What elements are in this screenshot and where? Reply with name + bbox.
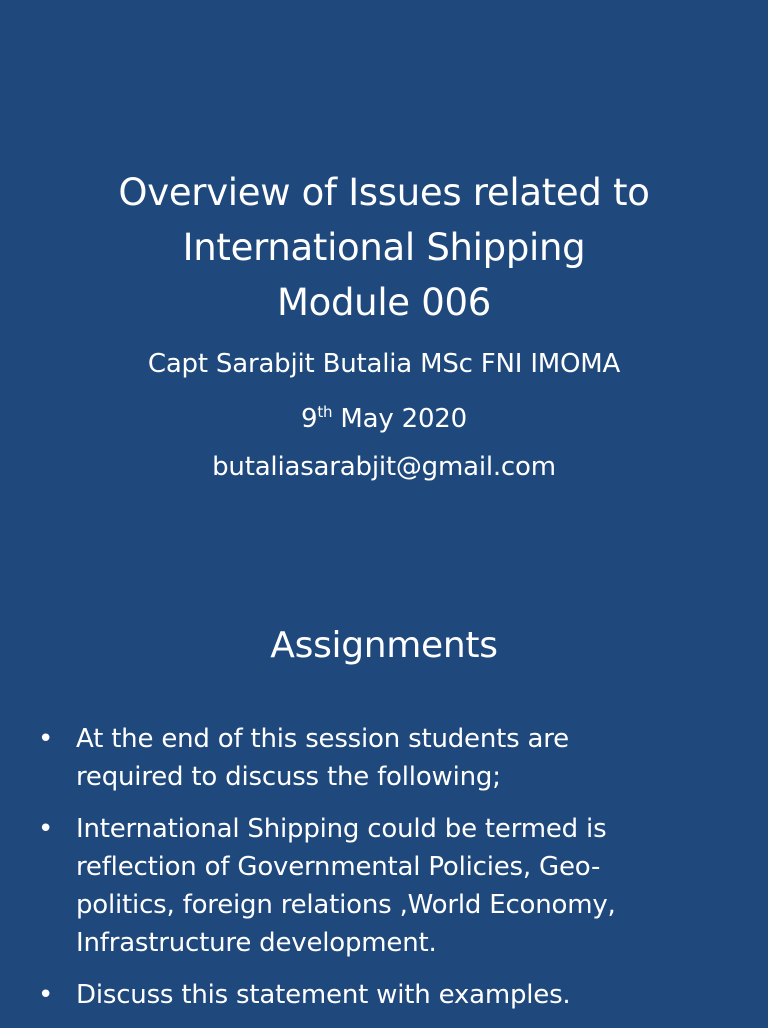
bullet-text-line: politics, foreign relations ,World Economy, — [76, 890, 616, 920]
bullet-icon: • — [38, 724, 54, 754]
email-line: butaliasarabjit@gmail.com — [212, 452, 556, 482]
slide-subtitle — [0, 340, 768, 491]
bullet-text-line: At the end of this session students are — [76, 724, 569, 754]
bullet-text-line: Discuss this statement with examples. — [76, 980, 571, 1010]
assignments-heading: Assignments — [270, 625, 498, 666]
title-line-3: Module 006 — [277, 281, 491, 324]
date-day: 9 — [301, 404, 318, 434]
bullet-item — [38, 720, 758, 796]
bullet-list — [38, 720, 758, 1028]
slide-title — [0, 165, 768, 330]
assignments-slide — [0, 560, 768, 1024]
author-line: Capt Sarabjit Butalia MSc FNI IMOMA — [147, 349, 621, 379]
bullet-icon: • — [38, 980, 54, 1010]
title-line-2: International Shipping — [182, 226, 586, 269]
title-slide — [0, 160, 768, 560]
date-rest: May 2020 — [332, 404, 467, 434]
bullet-text-line: reflection of Governmental Policies, Geo- — [76, 852, 601, 882]
date-ordinal-suffix: th — [317, 403, 333, 421]
title-line-1: Overview of Issues related to — [118, 171, 650, 214]
bullet-icon: • — [38, 814, 54, 844]
bullet-text-line: International Shipping could be termed is — [76, 814, 607, 844]
bullet-text-line: Infrastructure development. — [76, 928, 437, 958]
bullet-item — [38, 976, 758, 1014]
bullet-text-line: required to discuss the following; — [76, 762, 501, 792]
bullet-item — [38, 810, 758, 962]
date-line — [0, 388, 768, 443]
